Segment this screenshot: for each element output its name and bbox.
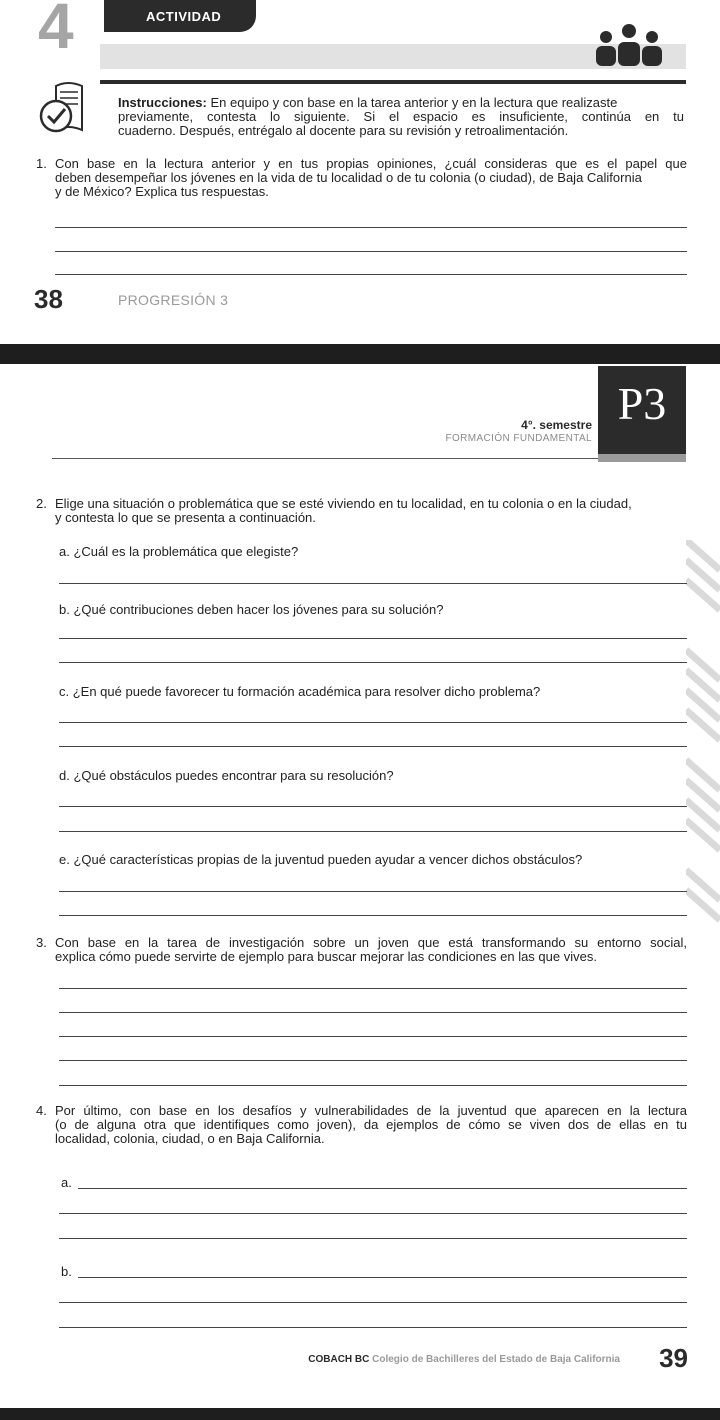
q4b-answer-line[interactable] [78, 1277, 687, 1278]
q3-text [55, 936, 687, 964]
footer-brand: COBACH BC [308, 1354, 370, 1365]
q4a-answer-line[interactable] [59, 1213, 687, 1214]
q2c-answer-line[interactable] [59, 722, 687, 723]
q1-answer-line[interactable] [55, 251, 687, 252]
semester-label: 4°. semestre [521, 418, 592, 432]
q3-line-1: Con base en la tarea de investigación sobre un joven que está transformando su entorno social, [55, 935, 687, 950]
instructions-text-2: previamente, contesta lo siguiente. Si el espacio es insuficiente, continúa en tu [118, 109, 684, 124]
q1-line-2: deben desempeñar los jóvenes en la vida de tu localidad o de tu colonia (o ciudad), de Baja California [55, 170, 642, 185]
q4b-label: b. [61, 1264, 72, 1279]
q4-line-2: (o de alguna otra que identifiques como joven), da ejemplos de cómo se viven dos de ellas en tu [55, 1117, 687, 1132]
header-rule [52, 458, 598, 459]
instructions-text-1: En equipo y con base en la tarea anterior y en la lectura que realizaste [206, 95, 618, 110]
q1-number: 1. [36, 156, 47, 171]
q4-line-3: localidad, colonia, ciudad, o en Baja California. [55, 1131, 325, 1146]
q2-number: 2. [36, 496, 47, 511]
q3-answer-line[interactable] [59, 1012, 687, 1013]
p3-badge-underbar [598, 454, 686, 462]
q3-line-2: explica cómo puede servirte de ejemplo para buscar mejorar las condiciones en las que vives. [55, 949, 597, 964]
q2-text [55, 497, 687, 525]
section-rule [100, 80, 686, 84]
q2e-text: e. ¿Qué características propias de la juventud pueden ayudar a vencer dichos obstáculos? [59, 852, 583, 867]
formation-label: FORMACIÓN FUNDAMENTAL [445, 433, 592, 444]
notebook-check-icon [38, 78, 96, 142]
page-number-39: 39 [659, 1343, 688, 1373]
footer [260, 1354, 620, 1365]
q4a-answer-line[interactable] [78, 1188, 687, 1189]
team-icon [590, 22, 668, 68]
bottom-band [0, 1408, 720, 1420]
q3-answer-line[interactable] [59, 988, 687, 989]
q2c-text: c. ¿En qué puede favorecer tu formación académica para resolver dicho problema? [59, 684, 541, 699]
q1-answer-line[interactable] [55, 274, 687, 275]
chevron-pattern-icon [686, 540, 720, 960]
q3-answer-line[interactable] [59, 1060, 687, 1061]
q4b-answer-line[interactable] [59, 1302, 687, 1303]
activity-number: 4 [38, 0, 74, 62]
q4a-label: a. [61, 1175, 72, 1190]
q2a-answer-line[interactable] [59, 583, 687, 584]
page-separator [0, 344, 720, 364]
instructions [118, 96, 684, 138]
q3-answer-line[interactable] [59, 1036, 687, 1037]
instructions-text-3: cuaderno. Después, entrégalo al docente para su revisión y retroalimentación. [118, 123, 569, 138]
instructions-label: Instrucciones: [118, 95, 207, 110]
q2e-answer-line[interactable] [59, 891, 687, 892]
q2d-answer-line[interactable] [59, 806, 687, 807]
q4a-answer-line[interactable] [59, 1238, 687, 1239]
q1-line-3: y de México? Explica tus respuestas. [55, 184, 269, 199]
q2e-answer-line[interactable] [59, 915, 687, 916]
q2-line-1: Elige una situación o problemática que se esté viviendo en tu localidad, en tu colonia o en la ciudad, [55, 496, 632, 511]
q1-line-1: Con base en la lectura anterior y en tus propias opiniones, ¿cuál consideras que es el papel que [55, 156, 687, 171]
q4b-answer-line[interactable] [59, 1327, 687, 1328]
footer-college: Colegio de Bachilleres del Estado de Baja California [372, 1354, 620, 1365]
q1-text [55, 157, 687, 199]
q2b-text: b. ¿Qué contribuciones deben hacer los jóvenes para su solución? [59, 602, 444, 617]
q2b-answer-line[interactable] [59, 662, 687, 663]
q2a-text: a. ¿Cuál es la problemática que elegiste? [59, 544, 299, 559]
q2b-answer-line[interactable] [59, 638, 687, 639]
q4-line-1: Por último, con base en los desafíos y vulnerabilidades de la juventud que aparecen en la lectura [55, 1103, 687, 1118]
p3-badge-text: P3 [617, 378, 667, 429]
q4-text [55, 1104, 687, 1146]
q4-number: 4. [36, 1103, 47, 1118]
q3-number: 3. [36, 935, 47, 950]
q2c-answer-line[interactable] [59, 746, 687, 747]
page-number-38: 38 [34, 284, 63, 314]
q2d-answer-line[interactable] [59, 831, 687, 832]
q2d-text: d. ¿Qué obstáculos puedes encontrar para su resolución? [59, 768, 394, 783]
q3-answer-line[interactable] [59, 1085, 687, 1086]
q2-line-2: y contesta lo que se presenta a continuación. [55, 510, 316, 525]
progression-label: PROGRESIÓN 3 [118, 292, 229, 308]
q1-answer-line[interactable] [55, 227, 687, 228]
activity-label: ACTIVIDAD [146, 9, 222, 24]
